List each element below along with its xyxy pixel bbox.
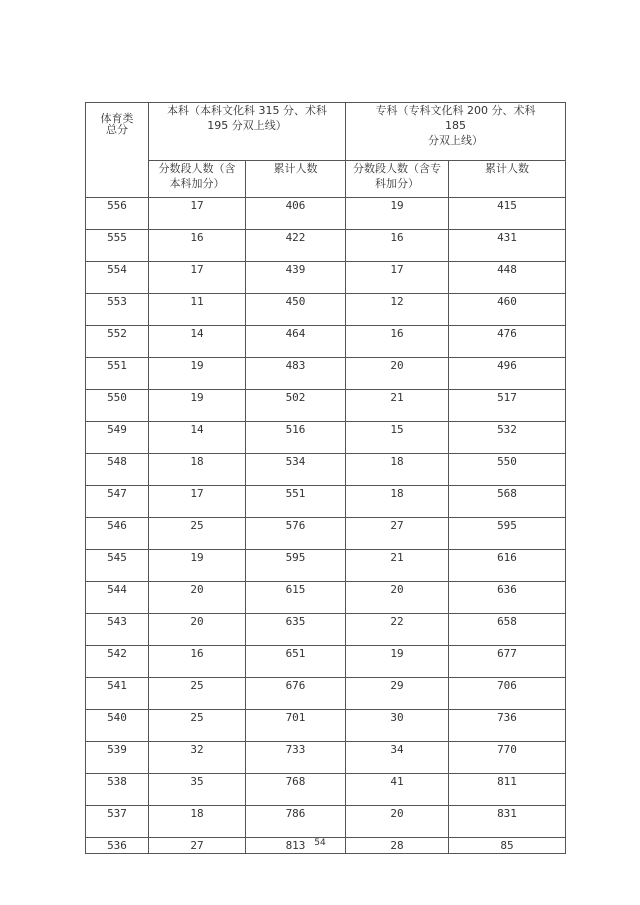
- zhuanke-cumulative-cell: 706: [449, 678, 566, 710]
- zhuanke-segment-cell: 27: [346, 518, 449, 550]
- score-distribution-table: [85, 102, 566, 854]
- zhuanke-cumulative-cell: 550: [449, 454, 566, 486]
- zhuanke-cumulative-cell: 517: [449, 390, 566, 422]
- benke-segment-cell: 20: [149, 582, 246, 614]
- total-score-cell: 555: [86, 230, 149, 262]
- benke-segment-cell: 25: [149, 518, 246, 550]
- zhuanke-cumulative-cell: 736: [449, 710, 566, 742]
- total-score-cell: 542: [86, 646, 149, 678]
- total-score-cell: 551: [86, 358, 149, 390]
- zhuanke-segment-cell: 20: [346, 358, 449, 390]
- header-zhuanke-cumulative: 累计人数: [449, 160, 566, 197]
- table-row: [86, 486, 566, 518]
- table-row: [86, 582, 566, 614]
- zhuanke-segment-cell: 21: [346, 390, 449, 422]
- page-number: 54: [314, 838, 326, 848]
- total-score-cell: 543: [86, 614, 149, 646]
- header-zhuanke-group: 专科（专科文化科 200 分、术科 185 分双上线）: [346, 103, 566, 161]
- benke-cumulative-cell: 502: [246, 390, 346, 422]
- zhuanke-segment-cell: 20: [346, 806, 449, 838]
- zhuanke-cumulative-cell: 677: [449, 646, 566, 678]
- zhuanke-segment-cell: 22: [346, 614, 449, 646]
- total-score-cell: 538: [86, 774, 149, 806]
- zhuanke-cumulative-cell: 616: [449, 550, 566, 582]
- table-row: [86, 198, 566, 230]
- zhuanke-segment-cell: 30: [346, 710, 449, 742]
- table-row: [86, 326, 566, 358]
- benke-cumulative-cell: 483: [246, 358, 346, 390]
- zhuanke-segment-cell: 15: [346, 422, 449, 454]
- benke-cumulative-cell: 422: [246, 230, 346, 262]
- total-score-cell: 547: [86, 486, 149, 518]
- benke-segment-cell: 17: [149, 198, 246, 230]
- zhuanke-segment-cell: 17: [346, 262, 449, 294]
- zhuanke-segment-cell: 41: [346, 774, 449, 806]
- header-benke-segment: 分数段人数（含本科加分）: [149, 160, 246, 197]
- benke-cumulative-cell: 450: [246, 294, 346, 326]
- zhuanke-cumulative-cell: 568: [449, 486, 566, 518]
- benke-cumulative-cell: 676: [246, 678, 346, 710]
- total-score-cell: 548: [86, 454, 149, 486]
- zhuanke-cumulative-cell: 636: [449, 582, 566, 614]
- header-zhuanke-segment: 分数段人数（含专科加分）: [346, 160, 449, 197]
- header-benke-group: 本科（本科文化科 315 分、术科 195 分双上线）: [149, 103, 346, 161]
- zhuanke-cumulative-cell: 431: [449, 230, 566, 262]
- total-score-cell: 556: [86, 198, 149, 230]
- benke-segment-cell: 17: [149, 262, 246, 294]
- benke-segment-cell: 25: [149, 678, 246, 710]
- benke-segment-cell: 18: [149, 454, 246, 486]
- total-score-cell: 549: [86, 422, 149, 454]
- zhuanke-cumulative-cell: 595: [449, 518, 566, 550]
- zhuanke-segment-cell: 28: [346, 838, 449, 854]
- total-score-cell: 554: [86, 262, 149, 294]
- total-score-cell: 550: [86, 390, 149, 422]
- benke-cumulative-cell: 635: [246, 614, 346, 646]
- total-score-cell: 546: [86, 518, 149, 550]
- total-score-cell: 536: [86, 838, 149, 854]
- benke-cumulative-cell: 733: [246, 742, 346, 774]
- zhuanke-segment-cell: 20: [346, 582, 449, 614]
- zhuanke-segment-cell: 16: [346, 326, 449, 358]
- zhuanke-cumulative-cell: 85: [449, 838, 566, 854]
- total-score-cell: 540: [86, 710, 149, 742]
- table-row: [86, 454, 566, 486]
- table-row: [86, 518, 566, 550]
- benke-cumulative-cell: 406: [246, 198, 346, 230]
- table-row: [86, 806, 566, 838]
- benke-cumulative-cell: 464: [246, 326, 346, 358]
- header-total-score: 体育类总分: [86, 103, 149, 198]
- benke-cumulative-cell: 439: [246, 262, 346, 294]
- benke-segment-cell: 16: [149, 230, 246, 262]
- zhuanke-cumulative-cell: 460: [449, 294, 566, 326]
- zhuanke-segment-cell: 19: [346, 646, 449, 678]
- zhuanke-cumulative-cell: 770: [449, 742, 566, 774]
- benke-cumulative-cell: 615: [246, 582, 346, 614]
- header-benke-cumulative: 累计人数: [246, 160, 346, 197]
- benke-segment-cell: 11: [149, 294, 246, 326]
- table-row: [86, 550, 566, 582]
- benke-segment-cell: 32: [149, 742, 246, 774]
- total-score-cell: 545: [86, 550, 149, 582]
- benke-segment-cell: 20: [149, 614, 246, 646]
- zhuanke-cumulative-cell: 415: [449, 198, 566, 230]
- benke-segment-cell: 14: [149, 422, 246, 454]
- zhuanke-segment-cell: 12: [346, 294, 449, 326]
- table-row: [86, 742, 566, 774]
- benke-cumulative-cell: 651: [246, 646, 346, 678]
- benke-cumulative-cell: 551: [246, 486, 346, 518]
- table-row: [86, 678, 566, 710]
- zhuanke-segment-cell: 21: [346, 550, 449, 582]
- benke-segment-cell: 35: [149, 774, 246, 806]
- table-row: [86, 614, 566, 646]
- benke-cumulative-cell: 786: [246, 806, 346, 838]
- total-score-cell: 537: [86, 806, 149, 838]
- table-row: [86, 422, 566, 454]
- benke-segment-cell: 27: [149, 838, 246, 854]
- table-row: [86, 710, 566, 742]
- total-score-cell: 553: [86, 294, 149, 326]
- benke-segment-cell: 18: [149, 806, 246, 838]
- benke-cumulative-cell: 595: [246, 550, 346, 582]
- zhuanke-cumulative-cell: 831: [449, 806, 566, 838]
- benke-segment-cell: 19: [149, 358, 246, 390]
- zhuanke-segment-cell: 18: [346, 454, 449, 486]
- table-row: [86, 390, 566, 422]
- table-row: [86, 774, 566, 806]
- table-row: [86, 262, 566, 294]
- benke-cumulative-cell: 576: [246, 518, 346, 550]
- benke-segment-cell: 14: [149, 326, 246, 358]
- zhuanke-cumulative-cell: 476: [449, 326, 566, 358]
- zhuanke-segment-cell: 16: [346, 230, 449, 262]
- zhuanke-cumulative-cell: 532: [449, 422, 566, 454]
- table-row: [86, 646, 566, 678]
- benke-segment-cell: 17: [149, 486, 246, 518]
- benke-segment-cell: 25: [149, 710, 246, 742]
- zhuanke-segment-cell: 19: [346, 198, 449, 230]
- benke-segment-cell: 19: [149, 390, 246, 422]
- table-row: [86, 358, 566, 390]
- benke-segment-cell: 19: [149, 550, 246, 582]
- benke-cumulative-cell: 768: [246, 774, 346, 806]
- zhuanke-segment-cell: 34: [346, 742, 449, 774]
- zhuanke-cumulative-cell: 658: [449, 614, 566, 646]
- benke-cumulative-cell: 534: [246, 454, 346, 486]
- total-score-cell: 541: [86, 678, 149, 710]
- total-score-cell: 544: [86, 582, 149, 614]
- table-row: [86, 230, 566, 262]
- table-row: [86, 294, 566, 326]
- benke-cumulative-cell: 701: [246, 710, 346, 742]
- zhuanke-segment-cell: 29: [346, 678, 449, 710]
- benke-segment-cell: 16: [149, 646, 246, 678]
- benke-cumulative-cell: 813: [246, 838, 346, 854]
- zhuanke-cumulative-cell: 496: [449, 358, 566, 390]
- benke-cumulative-cell: 516: [246, 422, 346, 454]
- zhuanke-cumulative-cell: 448: [449, 262, 566, 294]
- zhuanke-cumulative-cell: 811: [449, 774, 566, 806]
- total-score-cell: 552: [86, 326, 149, 358]
- zhuanke-segment-cell: 18: [346, 486, 449, 518]
- total-score-cell: 539: [86, 742, 149, 774]
